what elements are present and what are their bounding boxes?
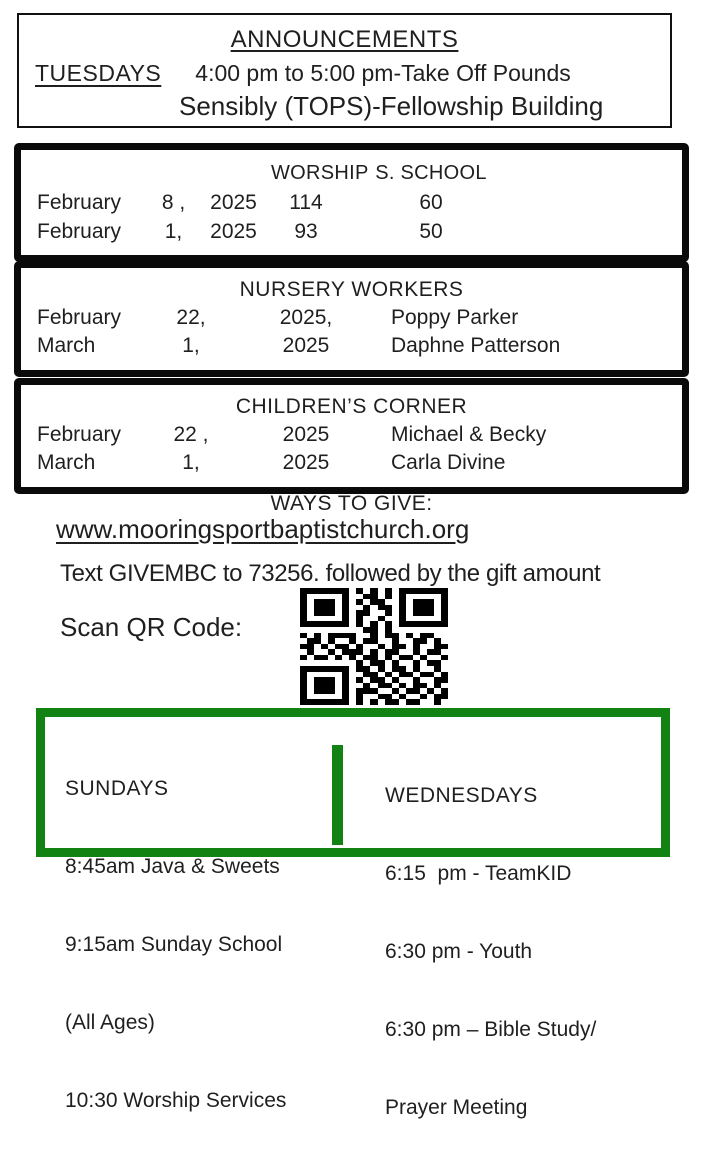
schedule-item: 6:30 pm – Bible Study/ [385, 1018, 597, 1041]
wednesdays-schedule [385, 731, 596, 1173]
sundays-title: SUNDAYS [65, 777, 169, 800]
attendance-day: 8 , [161, 191, 186, 214]
schedule-item: (All Ages) [65, 1011, 155, 1034]
nursery-day: 22, [176, 306, 206, 329]
attendance-month: February [37, 191, 122, 214]
attendance-sschool-count: 50 [419, 220, 443, 243]
childrens-day: 22 , [173, 423, 209, 446]
announcements-title-text: ANNOUNCEMENTS [230, 26, 459, 53]
tuesdays-detail-line2: Sensibly (TOPS)-Fellowship Building [179, 91, 604, 121]
nursery-worker-name: Poppy Parker [391, 306, 519, 329]
ways-to-give-title: WAYS TO GIVE: [270, 492, 433, 515]
nursery-year: 2025 [282, 334, 330, 357]
sschool-column-header: S. SCHOOL [375, 162, 487, 184]
childrens-month: February [37, 423, 122, 446]
weekly-schedule-box [36, 708, 670, 1119]
announcements-title [19, 26, 670, 54]
nursery-year: 2025, [279, 306, 333, 329]
attendance-worship-count: 114 [289, 191, 323, 214]
schedule-item: Prayer Meeting [385, 1096, 528, 1119]
church-website-link[interactable]: www.mooringsportbaptistchurch.org [56, 514, 470, 544]
scan-qr-label: Scan QR Code: [60, 612, 243, 642]
nursery-row [21, 304, 682, 332]
schedule-item: 9:15am Sunday School [65, 933, 283, 956]
nursery-worker-name: Daphne Patterson [391, 334, 561, 357]
childrens-month: March [37, 451, 96, 474]
text-to-give-instructions: Text GIVEMBC to 73256. followed by the gift amount [60, 560, 601, 587]
nursery-row [21, 332, 682, 360]
attendance-row [21, 217, 682, 246]
attendance-worship-count: 93 [294, 220, 318, 243]
childrens-year: 2025 [282, 423, 330, 446]
announcements-tuesday-row [19, 60, 670, 87]
nursery-month: February [37, 306, 122, 329]
childrens-helper-name: Carla Divine [391, 451, 506, 474]
announcements-box [17, 13, 672, 128]
attendance-day: 1, [164, 220, 183, 243]
attendance-box [14, 143, 689, 262]
attendance-header-row [21, 159, 682, 188]
attendance-year: 2025 [210, 191, 257, 214]
childrens-row [21, 421, 682, 449]
attendance-year: 2025 [210, 220, 257, 243]
worship-column-header: WORSHIP [271, 162, 369, 184]
tuesdays-detail: 4:00 pm to 5:00 pm-Take Off Pounds [195, 60, 571, 86]
nursery-day: 1, [182, 334, 200, 357]
childrens-helper-name: Michael & Becky [391, 423, 547, 446]
childrens-corner-box [14, 378, 689, 494]
attendance-month: February [37, 220, 122, 243]
attendance-row [21, 188, 682, 217]
nursery-month: March [37, 334, 96, 357]
nursery-workers-box [14, 261, 689, 377]
schedule-item: 10:30 Worship Services [65, 1089, 287, 1112]
childrens-year: 2025 [282, 451, 330, 474]
giving-qr-code [300, 588, 448, 705]
childrens-row [21, 449, 682, 477]
childrens-day: 1, [182, 451, 200, 474]
schedule-divider [332, 745, 343, 845]
tuesdays-label: TUESDAYS [35, 60, 162, 86]
schedule-item: 8:45am Java & Sweets [65, 855, 280, 878]
sundays-schedule [65, 724, 286, 1166]
schedule-item: 6:15 pm - TeamKID [385, 862, 572, 885]
childrens-corner-title: CHILDREN’S CORNER [235, 395, 468, 418]
attendance-sschool-count: 60 [419, 191, 443, 214]
wednesdays-title: WEDNESDAYS [385, 784, 538, 807]
schedule-item: 6:30 pm - Youth [385, 940, 533, 963]
nursery-workers-title: NURSERY WORKERS [239, 278, 464, 301]
